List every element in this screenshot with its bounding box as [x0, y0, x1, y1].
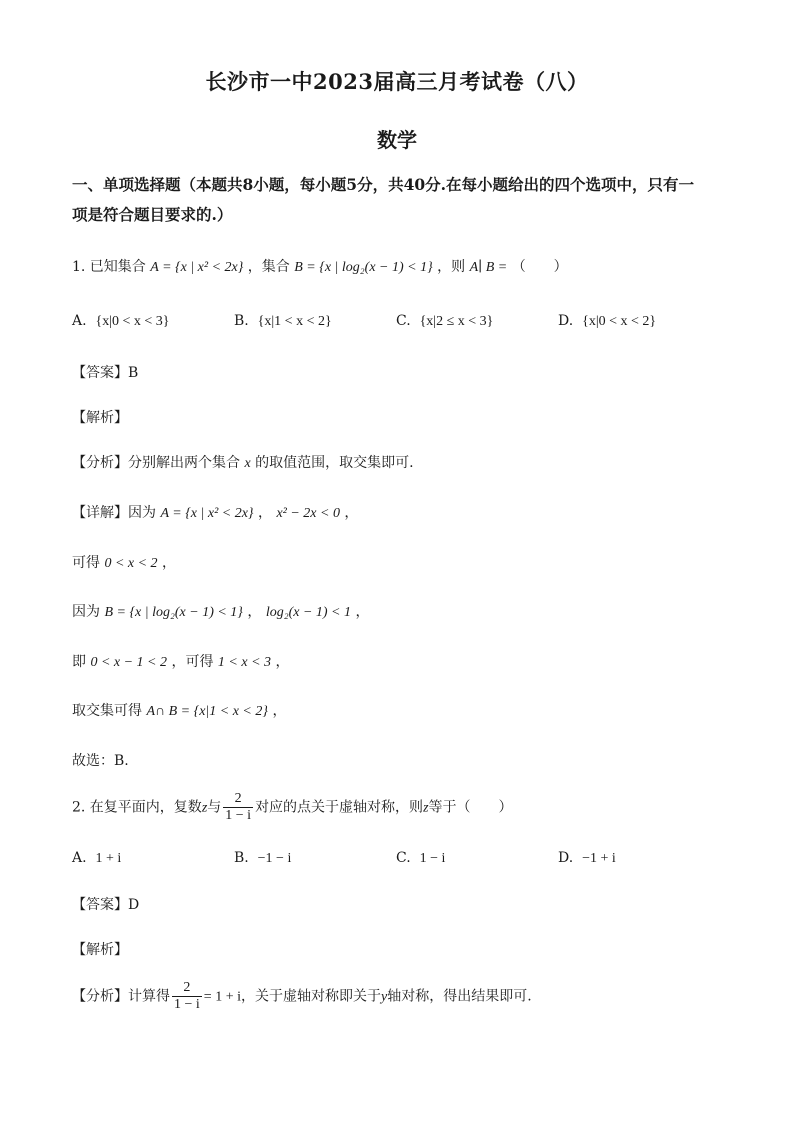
q1-line3-ineq: log₂(x − 1) < 1	[265, 605, 352, 620]
q1-stem	[72, 256, 568, 276]
q1-option-c-text: {x|2 ≤ x < 3}	[419, 314, 494, 329]
q1-option-c	[396, 313, 493, 330]
q1-detail-text-b: ，	[257, 505, 272, 521]
q1-detail-line1	[72, 502, 358, 522]
q1-analysis-tag	[72, 407, 128, 427]
q1-set-a: A = {x | x² < 2x}	[150, 260, 244, 275]
subject-title: 数学	[377, 128, 417, 152]
q1-line3-text-c: ，	[355, 604, 370, 620]
q2-fenxi-var: y	[380, 989, 388, 1005]
q1-detail-text-a: 因为	[128, 505, 156, 521]
q1-detail-line2	[72, 552, 176, 572]
q1-detail-line5	[72, 700, 286, 720]
q2-fenxi-tag: 【分析】	[72, 988, 128, 1005]
q2-analysis-tag	[72, 939, 128, 959]
q2-option-a-text: 1 + i	[95, 851, 122, 866]
q1-stem-text-a: 1. 已知集合	[72, 259, 146, 275]
section-heading-line1: 一、单项选择题（本题共8小题，每小题5分，共40分.在每小题给出的四个选项中，只有一	[72, 175, 695, 194]
q1-stem-text-b: ，集合	[247, 259, 290, 275]
q2-answer	[72, 894, 139, 914]
section-heading	[72, 170, 732, 230]
q1-answer-tag: 【答案】	[72, 365, 128, 381]
q1-line4-text-c: ，	[275, 654, 290, 670]
q1-detail-line4	[72, 651, 289, 671]
q1-answer-value: B	[128, 365, 139, 381]
q1-line4-text-a: 即	[72, 654, 86, 670]
q2-option-c	[396, 850, 445, 867]
q1-detail-line3	[72, 601, 369, 621]
q2-option-d	[558, 850, 616, 867]
q1-option-b-letter: B.	[234, 313, 249, 329]
q1-line3-text-b: ，	[247, 604, 262, 620]
q1-option-c-letter: C.	[396, 313, 411, 329]
q1-option-b	[234, 313, 332, 330]
q1-fenxi	[72, 452, 414, 472]
q1-line3-text-a: 因为	[72, 604, 100, 620]
q1-expr: A∣ B =	[469, 260, 508, 275]
q1-line5-text-a: 取交集可得	[72, 703, 142, 719]
q2-option-d-text: −1 + i	[582, 851, 616, 866]
q2-fenxi-text-c: 轴对称，得出结果即可.	[387, 988, 532, 1005]
q1-line2-math: 0 < x < 2	[104, 556, 158, 571]
q2-option-a-letter: A.	[72, 850, 87, 866]
q2-stem-text-c: 对应的点关于虚轴对称，则	[255, 799, 424, 816]
q2-option-d-letter: D.	[558, 850, 574, 866]
q2-fraction	[223, 791, 253, 824]
q1-conclusion: 故选：B.	[72, 753, 129, 769]
q2-option-c-letter: C.	[396, 850, 411, 866]
q1-option-a	[72, 313, 170, 330]
q1-option-d-text: {x|0 < x < 2}	[582, 314, 657, 329]
q2-analysis-label: 【解析】	[72, 942, 128, 958]
q1-stem-text-c: ，则	[437, 259, 466, 275]
q2-option-b-letter: B.	[234, 850, 249, 866]
q1-option-b-text: {x|1 < x < 2}	[257, 314, 332, 329]
q2-var-z-2: z	[423, 800, 429, 816]
exam-title: 长沙市一中2023届高三月考试卷（八）	[205, 69, 589, 94]
q1-fenxi-text-a: 分别解出两个集合	[128, 455, 240, 471]
q2-answer-value: D	[128, 897, 140, 913]
q2-fraction-denominator: 1 − i	[225, 808, 252, 823]
q2-option-b	[234, 850, 291, 867]
q1-line4-math1: 0 < x − 1 < 2	[90, 655, 168, 670]
q1-detail-set: A = {x | x² < 2x}	[160, 506, 254, 521]
q1-line2-text-a: 可得	[72, 555, 100, 571]
q1-line4-text-b: ，可得	[171, 654, 214, 670]
q1-detail-tag: 【详解】	[72, 505, 128, 521]
q1-analysis-label: 【解析】	[72, 410, 128, 426]
q1-option-a-letter: A.	[72, 313, 87, 329]
q2-option-b-text: −1 − i	[257, 851, 292, 866]
q2-fenxi-denominator: 1 − i	[174, 997, 200, 1012]
q2-fenxi-text-b: ，关于虚轴对称即关于	[240, 988, 381, 1005]
q1-paren: （ ）	[511, 259, 568, 275]
q1-option-a-text: {x|0 < x < 3}	[95, 314, 170, 329]
q1-line3-set: B = {x | log₂(x − 1) < 1}	[104, 605, 243, 620]
q1-detail-text-c: ，	[344, 505, 359, 521]
section-heading-line2: 项是符合题目要求的.）	[72, 205, 233, 224]
q1-fenxi-text-b: 的取值范围，取交集即可.	[255, 455, 414, 471]
q2-stem-text-b: 与	[207, 799, 222, 816]
q2-option-c-text: 1 − i	[419, 851, 446, 866]
q2-fraction-numerator: 2	[234, 791, 242, 806]
q2-fenxi-eq: = 1 + i	[203, 989, 241, 1005]
q1-fenxi-var: x	[244, 456, 251, 471]
q2-answer-tag: 【答案】	[72, 897, 128, 913]
q2-var-z: z	[201, 800, 208, 816]
q2-stem-text-d: 等于（ ）	[428, 799, 513, 816]
q2-option-a	[72, 850, 121, 867]
q2-fenxi-text-a: 计算得	[128, 988, 170, 1005]
q1-fenxi-tag: 【分析】	[72, 455, 128, 471]
q1-line5-math: A∩ B = {x|1 < x < 2}	[146, 704, 268, 719]
q1-line2-text-b: ，	[162, 555, 177, 571]
q2-fenxi	[72, 980, 532, 1013]
q2-fenxi-numerator: 2	[183, 980, 191, 995]
q1-option-d	[558, 313, 656, 330]
q1-set-b: B = {x | log₂(x − 1) < 1}	[294, 260, 433, 275]
q1-line5-text-b: ，	[272, 703, 287, 719]
q2-fenxi-fraction	[172, 980, 202, 1013]
q2-stem-text-a: 2. 在复平面内，复数	[72, 799, 202, 816]
q2-stem	[72, 791, 513, 824]
q1-line4-math2: 1 < x < 3	[217, 655, 272, 670]
q1-answer	[72, 362, 138, 382]
q1-option-d-letter: D.	[558, 313, 574, 329]
q1-detail-ineq: x² − 2x < 0	[276, 506, 340, 521]
